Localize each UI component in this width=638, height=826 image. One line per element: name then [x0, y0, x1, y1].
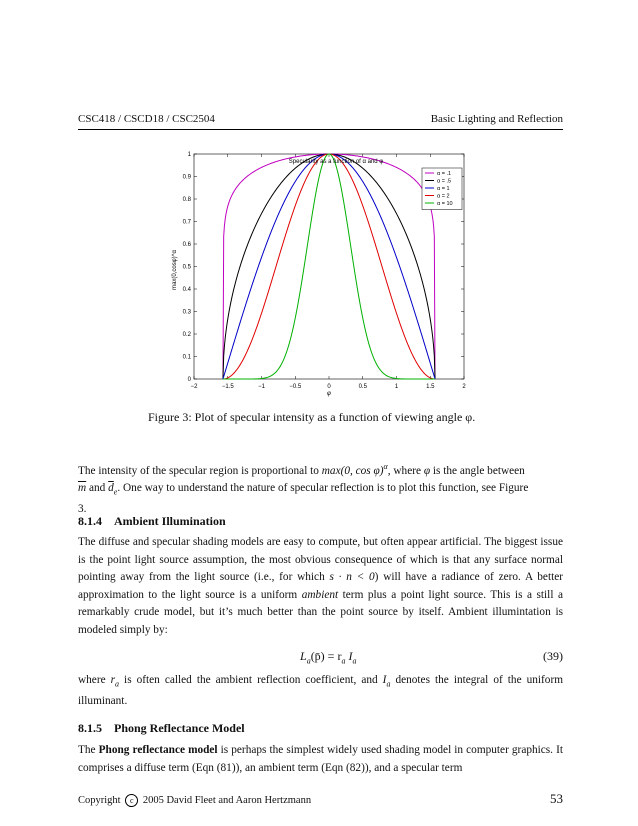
series-line-4	[223, 154, 435, 379]
chart-ylabel: max(0,cosφ)^α	[172, 250, 178, 290]
series-line-3	[223, 154, 435, 379]
y-tick-label: 1	[187, 152, 191, 158]
y-tick-label: 0.8	[182, 197, 191, 203]
x-tick-label: 2	[462, 384, 466, 390]
y-tick-label: 0.1	[182, 354, 191, 361]
section-heading-ambient: 8.1.4 Ambient Illumination	[78, 514, 226, 528]
paragraph-intro: The intensity of the specular region is proportional to max(0, cos φ)$^\alpha$, where φ is the angle between $\overline{m}$ and $\overline{d}_e$. One way to understand the nature of specular reflection is to plot this function, see Figure 3.	[78, 462, 529, 516]
series-line-0	[223, 154, 435, 379]
y-tick-label: 0.7	[182, 219, 191, 226]
chart-xlabel: φ	[327, 391, 331, 397]
section-heading-phong: 8.1.5 Phong Reflectance Model	[78, 721, 245, 735]
page-number: 53	[550, 791, 563, 806]
paragraph-ambient: The diffuse and specular shading models are easy to compute, but often appear artificial. The biggest issue is the point light source assumption, the most obvious consequence of which is that any surface normal pointing away from the light source (i.e., for which s · n < 0) will have a radiance of zero. A better approximation to the light source is a uniform ambient term plus a point light source. This is a still a remarkably crude model, but it’s much better than the point source by itself. Ambient illumintation is modeled simply by:	[78, 536, 563, 636]
legend-label: α = .1	[437, 171, 452, 177]
x-tick-label: 0.5	[358, 384, 367, 390]
x-tick-label: −0.5	[289, 384, 302, 390]
copyright-symbol: c	[125, 794, 138, 807]
equation-expression: $L_a(p̄) = r_a$ $I_a$	[300, 649, 357, 666]
running-header-chapter: Basic Lighting and Reflection	[430, 113, 563, 125]
legend-label: α = 2	[437, 193, 450, 200]
x-tick-label: −1	[258, 384, 265, 390]
paragraph-ambient-coefficient: where $r_a$ is often called the ambient reflection coefficient, and $I_a$ denotes the integral of the uniform illuminant.	[78, 674, 564, 707]
series-line-1	[223, 154, 435, 379]
y-tick-label: 0.2	[182, 332, 191, 338]
header-rule	[78, 129, 563, 130]
legend-label: α = 1	[437, 186, 450, 192]
y-tick-label: 0.6	[182, 242, 191, 248]
x-tick-label: −1.5	[221, 384, 234, 390]
x-tick-label: 1	[394, 384, 399, 390]
y-tick-label: 0.4	[182, 287, 191, 293]
running-header-course: CSC418 / CSCD18 / CSC2504	[78, 113, 215, 125]
y-tick-label: 0.9	[182, 174, 191, 181]
figure-caption: Figure 3: Plot of specular intensity as a function of viewing angle φ.	[148, 410, 476, 424]
series-line-2	[223, 154, 435, 379]
paragraph-phong: The Phong reflectance model is perhaps the simplest widely used shading model in computer graphics. It comprises a diffuse term (Eqn (81)), an ambient term (Eqn (82)), and a specular term	[78, 744, 563, 774]
equation-number: (39)	[543, 649, 563, 663]
legend-label: α = 10	[437, 201, 453, 207]
y-tick-label: 0.5	[182, 264, 191, 271]
y-tick-label: 0	[187, 377, 191, 383]
x-tick-label: 1.5	[426, 384, 435, 390]
specularity-plot	[160, 150, 480, 400]
chart-title: Specularity as a function of α and φ	[288, 159, 384, 165]
x-tick-label: −2	[190, 384, 198, 390]
y-tick-label: 0.3	[182, 309, 191, 316]
legend-label: α = .5	[437, 178, 452, 185]
x-tick-label: 0	[327, 384, 331, 390]
copyright-notice: Copyright c 2005 David Fleet and Aaron Hertzmann	[78, 795, 312, 806]
